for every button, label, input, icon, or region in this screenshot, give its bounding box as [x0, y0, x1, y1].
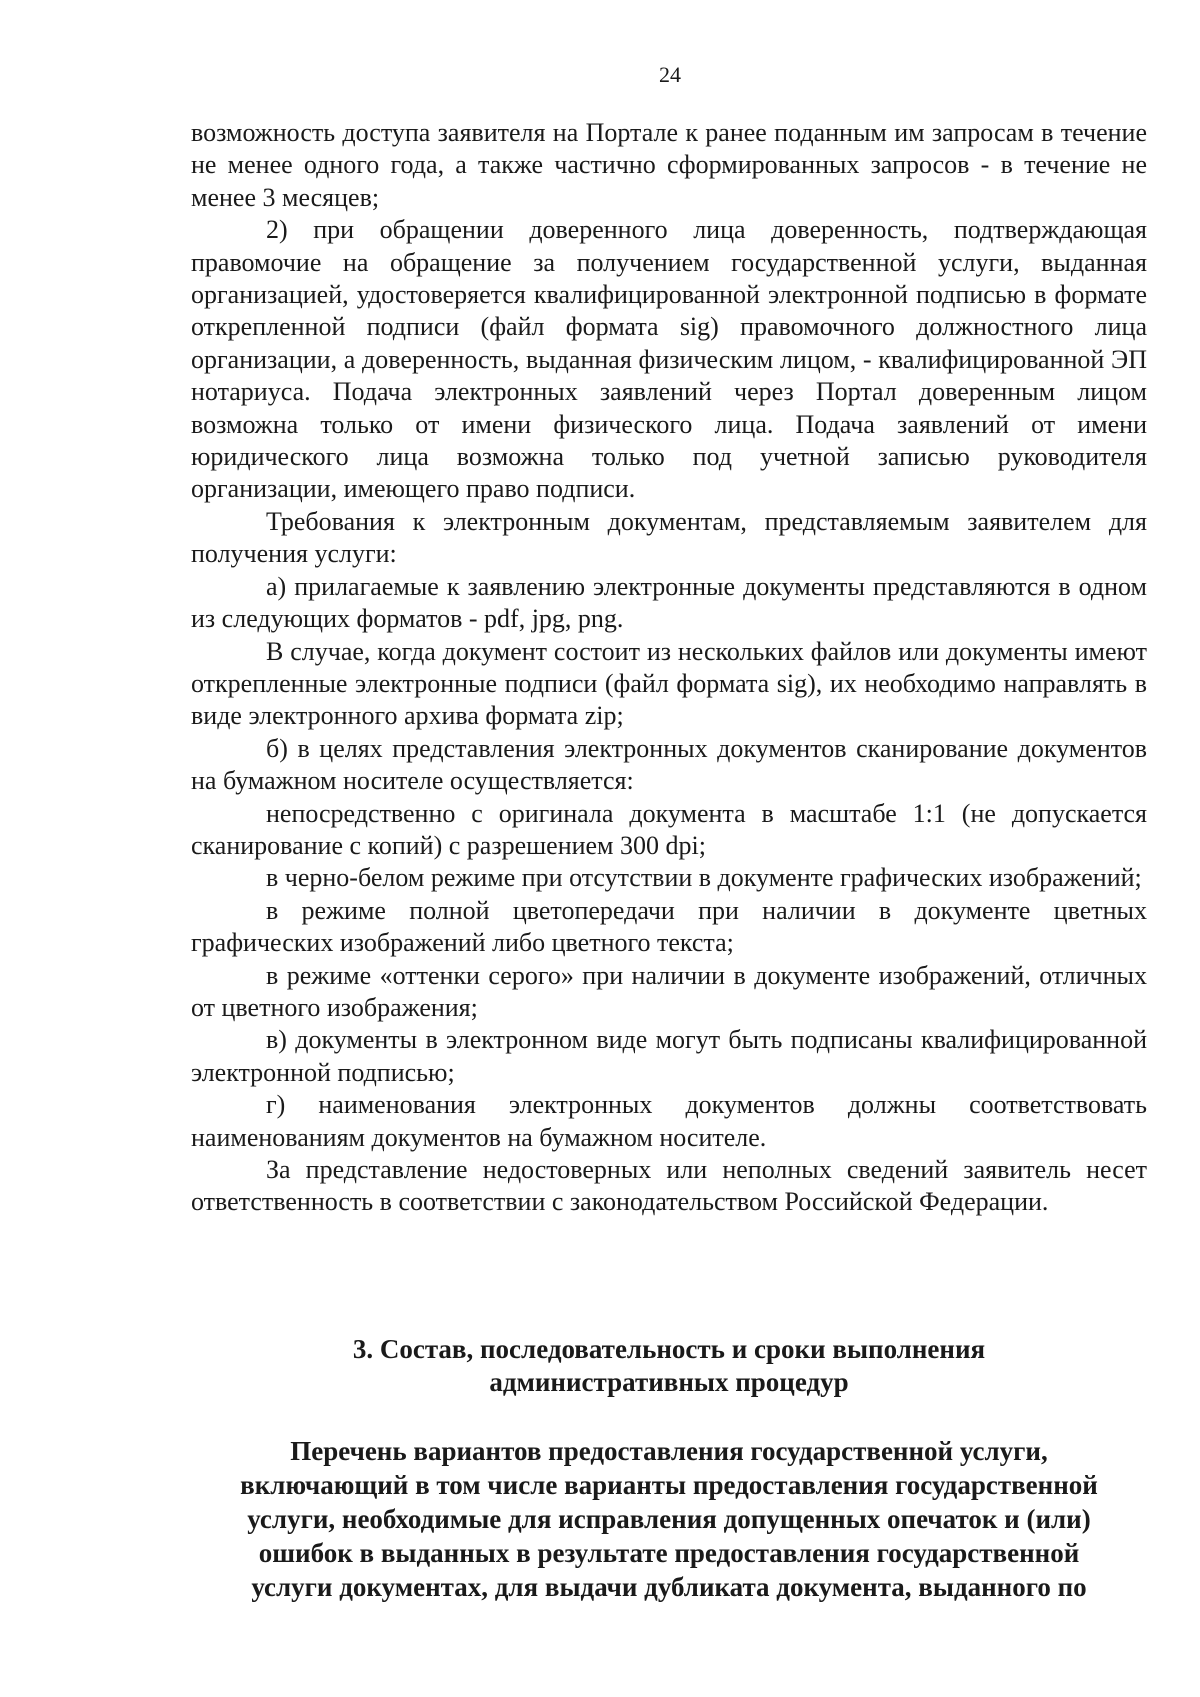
section-heading: [191, 1333, 1147, 1399]
paragraph: В случае, когда документ состоит из нескольких файлов или документы имеют открепленные электронные подписи (файл формата sig), их необходимо направлять в виде электронного архива формата zip;: [191, 636, 1147, 731]
paragraph: б) в целях представления электронных документов сканирование документов на бумажном носителе осуществляется:: [191, 733, 1147, 796]
paragraph: в черно-белом режиме при отсутствии в документе графических изображений;: [266, 863, 1142, 893]
paragraph: г) наименования электронных документов должны соответствовать наименованиям документов на бумажном носителе.: [191, 1090, 1147, 1152]
sub-heading-line: услуги, необходимые для исправления допущенных опечаток и (или): [247, 1504, 1091, 1534]
paragraph: в режиме полной цветопередачи при наличии в документе цветных графических изображений либо цветного текста;: [191, 895, 1147, 958]
paragraph: возможность доступа заявителя на Портале к ранее поданным им запросам в течение не менее одного года, а также частично сформированных запросов - в течение не менее 3 месяцев;: [191, 118, 1147, 212]
section-heading-line: 3. Состав, последовательность и сроки выполнения: [352, 1334, 986, 1364]
paragraph: 2) при обращении доверенного лица доверенность, подтверждающая правомочие на обращение за получением государственной услуги, выданная организацией, удостоверяется квалифицированной электронной подписью в формате открепленной подписи (файл формата sig) правомочного должностного лица организации, а доверенность, выданная физическим лицом, - квалифицированной ЭП нотариуса. Подача электронных заявлений через Портал доверенным лицом возможна только от имени физического лица. Подача заявлений от имени юридического лица возможна только под учетной записью руководителя организации, имеющего право подписи.: [191, 215, 1147, 504]
paragraph: непосредственно с оригинала документа в масштабе 1:1 (не допускается сканирование с копий) с разрешением 300 dpi;: [191, 798, 1147, 860]
page-number: 24: [659, 62, 681, 87]
sub-heading: [191, 1434, 1147, 1604]
sub-heading-line: ошибок в выданных в результате предоставления государственной: [258, 1538, 1080, 1568]
section-heading-line: административных процедур: [489, 1367, 849, 1397]
paragraph: в) документы в электронном виде могут быть подписаны квалифицированной электронной подписью;: [191, 1025, 1147, 1087]
paragraph: в режиме «оттенки серого» при наличии в документе изображений, отличных от цветного изображения;: [191, 960, 1147, 1022]
sub-heading-line: Перечень вариантов предоставления государственной услуги,: [290, 1436, 1048, 1466]
paragraph: За представление недостоверных или неполных сведений заявитель несет ответственность в соответствии с законодательством Российской Федерации.: [191, 1155, 1147, 1217]
body-text: [191, 117, 1147, 1219]
sub-heading-line: включающий в том числе варианты предоставления государственной: [240, 1470, 1098, 1500]
sub-heading-line: услуги документах, для выдачи дубликата документа, выданного по: [251, 1572, 1087, 1602]
paragraph: а) прилагаемые к заявлению электронные документы представляются в одном из следующих форматов - pdf, jpg, png.: [191, 571, 1147, 634]
paragraph: Требования к электронным документам, представляемым заявителем для получения услуги:: [191, 506, 1147, 569]
